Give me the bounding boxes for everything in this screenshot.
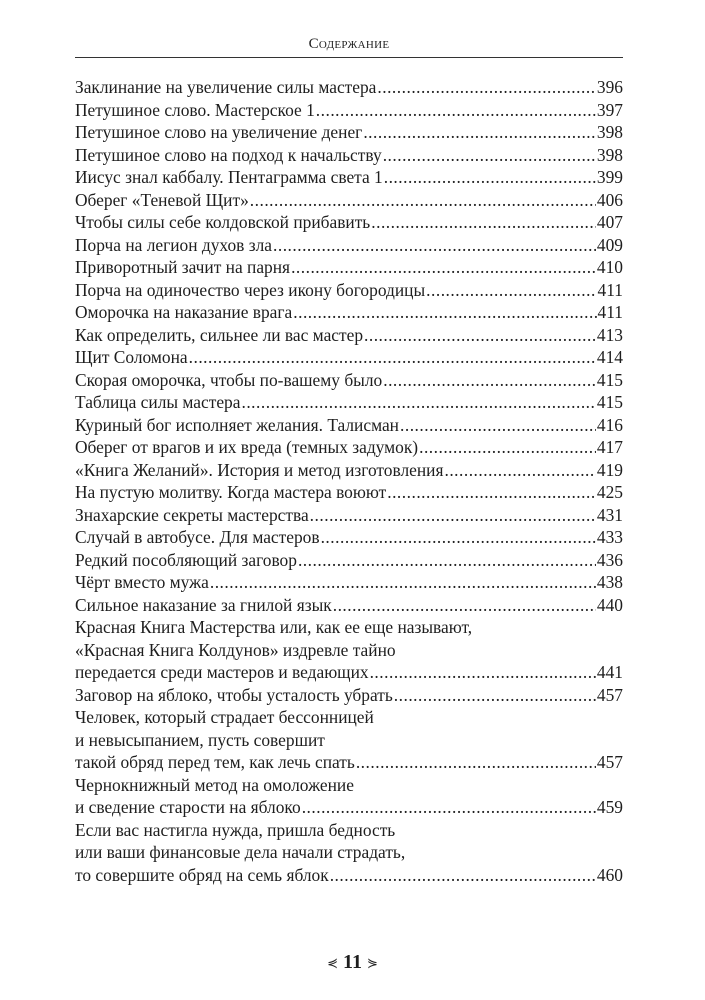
toc-entry bbox=[75, 279, 623, 302]
toc-entry-page: 399 bbox=[596, 167, 623, 187]
toc-entry-page: 457 bbox=[596, 752, 623, 772]
dot-leader bbox=[298, 549, 596, 572]
toc-entry-page: 406 bbox=[596, 189, 623, 210]
toc-entry-page: 411 bbox=[597, 302, 623, 322]
toc-entry-page: 419 bbox=[596, 459, 623, 480]
toc-entry bbox=[75, 414, 623, 437]
toc-entry-title-line: то совершите обряд на семь яблок bbox=[75, 864, 329, 885]
dot-leader bbox=[333, 594, 596, 617]
dot-leader bbox=[321, 526, 596, 549]
toc-entry bbox=[75, 76, 623, 99]
header-rule bbox=[75, 57, 623, 58]
toc-entry bbox=[75, 481, 623, 504]
toc-entry-title-line: Если вас настигла нужда, пришла бедность bbox=[75, 819, 396, 840]
toc-entry bbox=[75, 459, 623, 482]
toc-entry-title-line: Петушиное слово. Мастерское 1 bbox=[75, 99, 315, 120]
dot-leader bbox=[400, 414, 596, 437]
toc-entry-page: 436 bbox=[596, 549, 623, 570]
page-footer bbox=[0, 951, 705, 974]
dot-leader bbox=[293, 301, 596, 324]
toc-entry-title-line: «Книга Желаний». История и метод изготовления bbox=[75, 459, 444, 480]
toc-entry-page: 459 bbox=[596, 797, 623, 817]
toc-entry-page: 441 bbox=[596, 662, 623, 682]
toc-entry bbox=[75, 166, 623, 189]
toc-entry-page: 407 bbox=[596, 212, 623, 232]
dot-leader bbox=[250, 189, 596, 212]
dot-leader bbox=[383, 369, 596, 392]
dot-leader bbox=[444, 459, 595, 482]
toc-entry bbox=[75, 436, 623, 459]
toc-entry-title-line: Как определить, сильнее ли вас мастер bbox=[75, 324, 364, 345]
dot-leader bbox=[387, 481, 596, 504]
toc-entry-page: 438 bbox=[596, 572, 623, 592]
dot-leader bbox=[383, 144, 596, 167]
dot-leader bbox=[330, 864, 596, 887]
toc-entry-title-line: Сильное наказание за гнилой язык bbox=[75, 594, 332, 615]
toc-entry-title-line: Заговор на яблоко, чтобы усталость убрать bbox=[75, 684, 393, 705]
toc-entry-title-line: Оберег от врагов и их вреда (темных задумок) bbox=[75, 437, 419, 457]
toc-entry-title-line: Иисус знал каббалу. Пентаграмма света 1 bbox=[75, 167, 383, 187]
dot-leader bbox=[384, 166, 596, 189]
toc-entry bbox=[75, 571, 623, 594]
toc-entry-page: 398 bbox=[596, 144, 623, 165]
toc-entry-title-line: Таблица силы мастера bbox=[75, 392, 241, 412]
dot-leader bbox=[363, 121, 596, 144]
toc-entry-title-line: Куриный бог исполняет желания. Талисман bbox=[75, 414, 399, 435]
toc-entry-page: 425 bbox=[596, 482, 623, 502]
toc-entry-page: 415 bbox=[596, 392, 623, 412]
toc-entry bbox=[75, 211, 623, 234]
dot-leader bbox=[302, 796, 596, 819]
toc-entry bbox=[75, 594, 623, 617]
toc-entry-page: 460 bbox=[596, 864, 623, 885]
toc-entry-page: 396 bbox=[596, 77, 623, 97]
toc-entry-page: 398 bbox=[596, 122, 623, 142]
toc-entry-title-line: Приворотный зачит на парня bbox=[75, 257, 291, 277]
dot-leader bbox=[356, 751, 596, 774]
toc-entry-title-line: и сведение старости на яблоко bbox=[75, 797, 301, 817]
toc-entry-title-line: Порча на легион духов зла bbox=[75, 234, 272, 255]
toc-entry bbox=[75, 346, 623, 369]
toc-entry-title-line: Петушиное слово на подход к начальству bbox=[75, 144, 382, 165]
toc-entry-title-line: Человек, который страдает бессонницей bbox=[75, 707, 374, 727]
dot-leader bbox=[291, 256, 596, 279]
dot-leader bbox=[241, 391, 595, 414]
toc-entry-page: 397 bbox=[596, 99, 623, 120]
toc-entry-title-line: Порча на одиночество через икону богородицы bbox=[75, 279, 426, 300]
toc-entry-page: 415 bbox=[596, 369, 623, 390]
toc-entry-page: 457 bbox=[596, 684, 623, 705]
toc-entry-page: 417 bbox=[596, 437, 623, 457]
toc-entry-title-line: Скорая оморочка, чтобы по-вашему было bbox=[75, 369, 383, 390]
toc-entry bbox=[75, 121, 623, 144]
toc-entry-title-line: Заклинание на увеличение силы мастера bbox=[75, 77, 377, 97]
toc-entry-title-line: и невысыпанием, пусть совершит bbox=[75, 729, 325, 750]
toc-entry-title-line: Красная Книга Мастерства или, как ее еще называют, bbox=[75, 617, 473, 637]
toc-entry-title-line: передается среди мастеров и ведающих bbox=[75, 662, 369, 682]
dot-leader bbox=[371, 211, 596, 234]
dot-leader bbox=[426, 279, 596, 302]
dot-leader bbox=[316, 99, 596, 122]
dot-leader bbox=[370, 661, 596, 684]
page-number: 11 bbox=[343, 951, 362, 973]
toc-entry bbox=[75, 99, 623, 122]
toc-entry bbox=[75, 819, 623, 887]
toc-entry-title-line: такой обряд перед тем, как лечь спать bbox=[75, 752, 355, 772]
toc-entry bbox=[75, 706, 623, 774]
running-header: Содержание bbox=[308, 36, 390, 52]
toc-entry-page: 431 bbox=[596, 504, 623, 525]
toc-entry bbox=[75, 684, 623, 707]
toc-entry bbox=[75, 391, 623, 414]
toc-entry-page: 440 bbox=[596, 594, 623, 615]
toc-entry bbox=[75, 144, 623, 167]
left-ornament-icon: ⋞ bbox=[327, 955, 339, 971]
dot-leader bbox=[364, 324, 596, 347]
dot-leader bbox=[419, 436, 596, 459]
dot-leader bbox=[273, 234, 596, 257]
toc-entry bbox=[75, 234, 623, 257]
toc-entry-title-line: или ваши финансовые дела начали страдать, bbox=[75, 842, 406, 862]
dot-leader bbox=[210, 571, 596, 594]
toc-entry bbox=[75, 369, 623, 392]
toc-entry bbox=[75, 526, 623, 549]
toc-entry bbox=[75, 616, 623, 684]
toc-entry-title-line: Знахарские секреты мастерства bbox=[75, 504, 309, 525]
toc-entry bbox=[75, 549, 623, 572]
toc-entry-title-line: Оморочка на наказание врага bbox=[75, 302, 293, 322]
toc-entry-title-line: Случай в автобусе. Для мастеров bbox=[75, 527, 320, 547]
right-ornament-icon: ⋟ bbox=[366, 955, 378, 971]
dot-leader bbox=[310, 504, 596, 527]
toc-entry-page: 414 bbox=[596, 347, 623, 367]
toc-entry-page: 413 bbox=[596, 324, 623, 345]
toc-entry-page: 409 bbox=[596, 234, 623, 255]
toc-entry-title-line: Оберег «Теневой Щит» bbox=[75, 189, 249, 210]
toc-entry-title-line: Редкий пособляющий заговор bbox=[75, 549, 297, 570]
toc-entry bbox=[75, 256, 623, 279]
toc-entry-page: 411 bbox=[597, 279, 623, 300]
toc-entry-page: 416 bbox=[596, 414, 623, 435]
toc-entry-title-line: Чернокнижный метод на омоложение bbox=[75, 774, 354, 795]
toc-entry-title-line: Щит Соломона bbox=[75, 347, 188, 367]
dot-leader bbox=[394, 684, 596, 707]
dot-leader bbox=[377, 76, 596, 99]
toc-entry bbox=[75, 504, 623, 527]
toc-entry bbox=[75, 301, 623, 324]
table-of-contents bbox=[75, 76, 623, 886]
toc-entry-title-line: Чтобы силы себе колдовской прибавить bbox=[75, 212, 371, 232]
toc-entry-title-line: Петушиное слово на увеличение денег bbox=[75, 122, 363, 142]
toc-entry-title-line: Чёрт вместо мужа bbox=[75, 572, 209, 592]
dot-leader bbox=[189, 346, 596, 369]
toc-entry-page: 410 bbox=[596, 257, 623, 277]
toc-entry bbox=[75, 774, 623, 819]
toc-entry-page: 433 bbox=[596, 527, 623, 547]
toc-entry-title-line: «Красная Книга Колдунов» издревле тайно bbox=[75, 639, 396, 660]
toc-entry bbox=[75, 324, 623, 347]
toc-entry-title-line: На пустую молитву. Когда мастера воюют bbox=[75, 482, 387, 502]
toc-entry bbox=[75, 189, 623, 212]
